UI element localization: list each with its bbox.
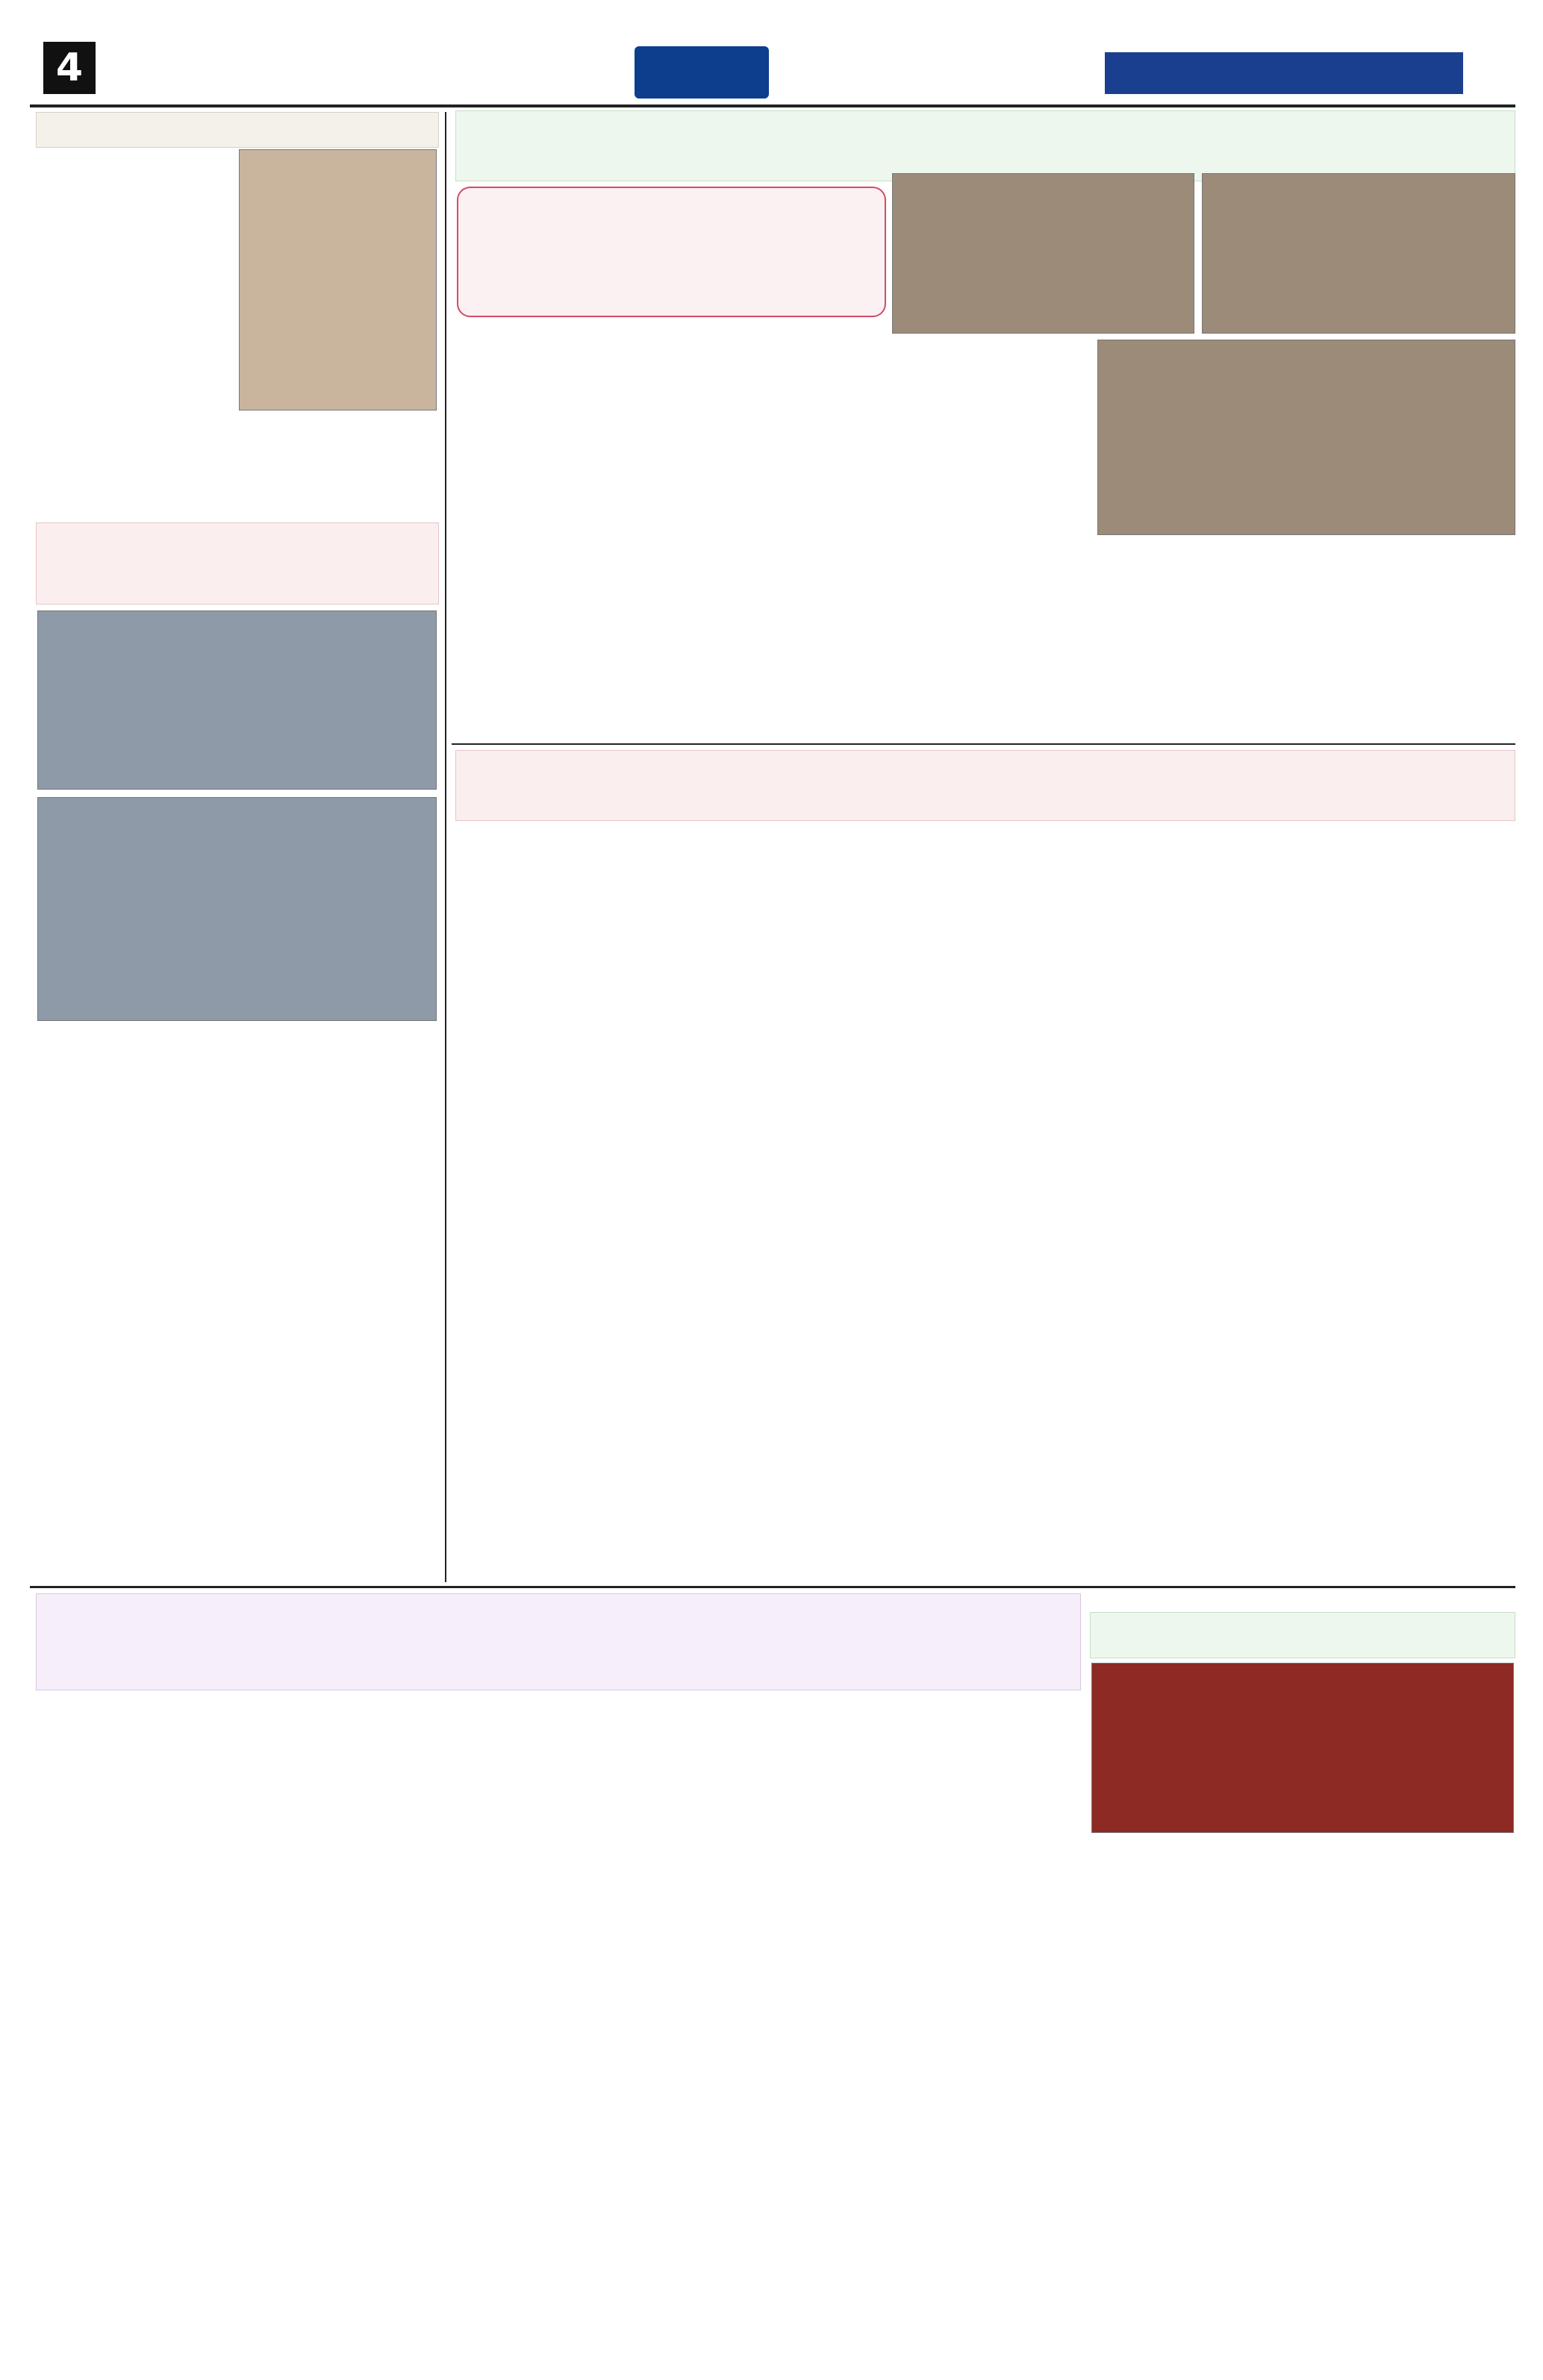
master-plan-body <box>37 1702 1079 2366</box>
column-divider <box>445 112 446 1582</box>
loans-subhead <box>457 187 886 317</box>
section-divider <box>452 743 1515 745</box>
page-number: 4 <box>43 42 96 94</box>
date-line <box>1105 52 1463 94</box>
loans-headline <box>455 110 1515 181</box>
interviews-headline <box>36 112 439 148</box>
supreme-court-headline <box>455 750 1515 821</box>
portrait-photo <box>239 149 437 410</box>
supreme-court-body <box>457 827 1515 1581</box>
chilli-headline <box>1090 1612 1515 1658</box>
master-plan-headline <box>36 1593 1081 1690</box>
tragedy-body <box>37 1026 437 1578</box>
tragedy-headline <box>36 522 439 605</box>
chilli-photo <box>1091 1663 1514 1833</box>
interviews-body <box>37 149 235 563</box>
loans-body <box>457 322 1091 737</box>
masthead-logo <box>635 46 769 99</box>
funeral-photo-1 <box>37 610 437 790</box>
interview-crowd-photo-2 <box>1202 173 1515 334</box>
interview-crowd-photo-1 <box>892 173 1194 334</box>
chilli-body <box>1091 1837 1514 2367</box>
section-divider-2 <box>30 1586 1515 1588</box>
header-rule <box>30 104 1515 107</box>
funeral-photo-2 <box>37 797 437 1021</box>
interview-crowd-photo-3 <box>1097 340 1515 535</box>
